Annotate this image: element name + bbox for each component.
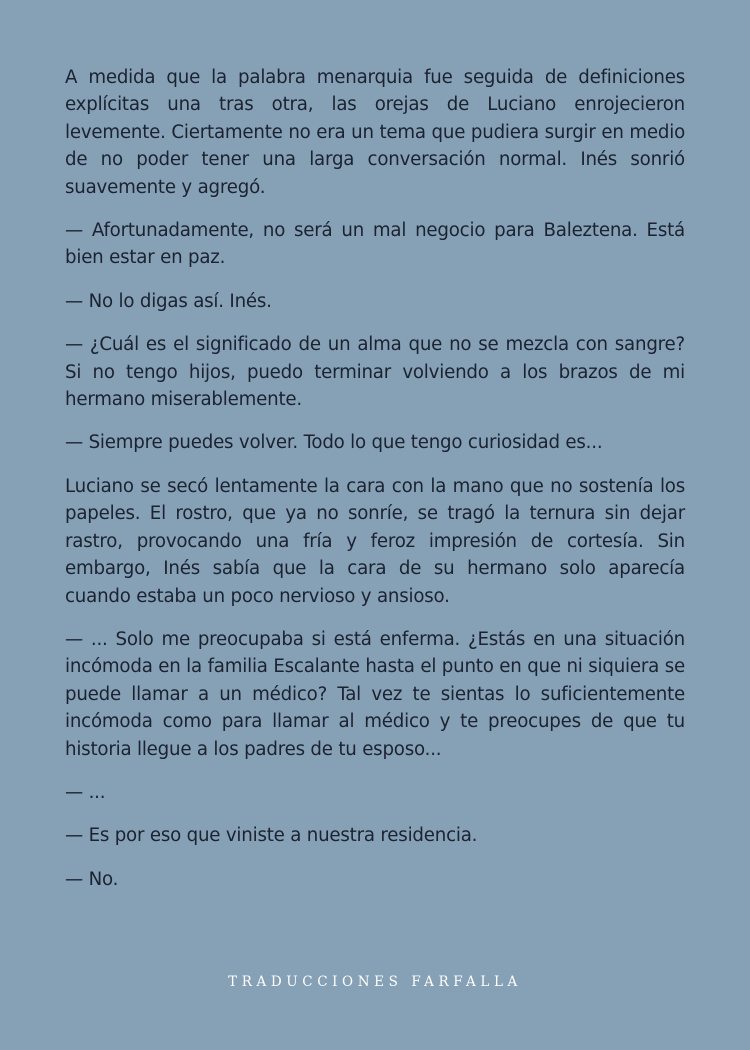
paragraph-dialogue-6: — ... bbox=[65, 781, 106, 803]
paragraph-dialogue-2: — No lo digas así. Inés. bbox=[65, 290, 272, 312]
paragraph-dialogue-8: — No. bbox=[65, 868, 119, 890]
paragraph-narration-2: Luciano se secó lentamente la cara con la mano que no sostenía los papeles. El rostro, que ya no sonríe, se tragó la ternura sin dejar rastro, provocando una fría y feroz impresión de cortesía. Sin embargo, Inés sabía que la cara de su hermano solo aparecía cuando estaba un poco nervioso y ansioso. bbox=[65, 475, 685, 607]
paragraph-dialogue-1: — Afortunadamente, no será un mal negocio para Baleztena. Está bien estar en paz. bbox=[65, 220, 685, 269]
paragraph-narration-1: A medida que la palabra menarquia fue seguida de definiciones explícitas una tras otra, las orejas de Luciano enrojecieron levemente. Ciertamente no era un tema que pudiera surgir en medio de no poder tener una larga conversación normal. Inés sonrió suavemente y agregó. bbox=[65, 67, 685, 198]
paragraph-dialogue-7: — Es por eso que viniste a nuestra residencia. bbox=[65, 825, 478, 847]
paragraph-dialogue-4: — Siempre puedes volver. Todo lo que tengo curiosidad es... bbox=[65, 432, 603, 454]
document-body bbox=[65, 64, 685, 909]
footer-credit: TRADUCCIONES FARFALLA bbox=[228, 974, 522, 990]
paragraph-dialogue-5: — ... Solo me preocupaba si está enferma. ¿Estás en una situación incómoda en la familia Escalante hasta el punto en que ni siquiera se puede llamar a un médico? Tal vez te sientas lo suficientemente incómoda como para llamar al médico y te preocupes de que tu historia llegue a los padres de tu esposo... bbox=[65, 628, 685, 760]
paragraph-dialogue-3: — ¿Cuál es el significado de un alma que no se mezcla con sangre? Si no tengo hijos, puedo terminar volviendo a los brazos de mi hermano miserablemente. bbox=[65, 334, 685, 411]
